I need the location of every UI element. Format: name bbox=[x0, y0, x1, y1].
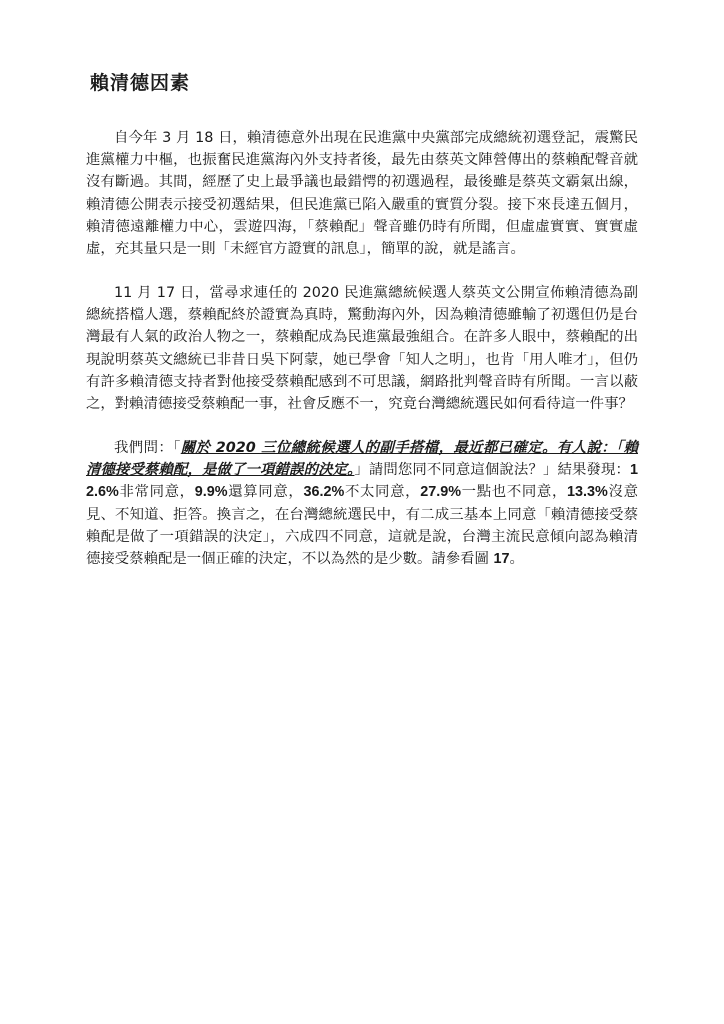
paragraph-3 bbox=[86, 437, 638, 570]
paragraph-1: 自今年 3 月 18 日，賴清德意外出現在民進黨中央黨部完成總統初選登記，震驚民進黨權力中樞，也振奮民進黨海內外支持者後，最先由蔡英文陣營傳出的蔡賴配聲音就沒有斷過。其間，經歷了史上最爭議也最錯愕的初選過程，最後雖是蔡英文霸氣出線，賴清德公開表示接受初選結果，但民進黨已陷入嚴重的實質分裂。接下來長達五個月，賴清德遠離權力中心，雲遊四海，「蔡賴配」聲音雖仍時有所聞，但虛虛實實、實實虛虛，充其量只是一則「未經官方證實的訊息」，簡單的說，就是謠言。 bbox=[86, 130, 638, 258]
paragraph-3-mid: 」請問您同不同意這個說法？」結果發現： bbox=[354, 462, 630, 479]
result-strongly-agree: 12.6% bbox=[86, 462, 638, 501]
result-somewhat-agree: 9.9% bbox=[194, 484, 228, 501]
paragraph-3-lead: 我們問：「 bbox=[114, 440, 181, 456]
page-title: 賴清德因素 bbox=[90, 72, 191, 94]
label-strongly-disagree: 一點也不同意， bbox=[461, 484, 568, 501]
survey-question: 關於 2020 三位總統候選人的副手搭檔，最近都已確定。有人說：「賴清德接受蔡賴配，是做了一項錯誤的決定。 bbox=[86, 440, 638, 479]
label-somewhat-agree: 還算同意， bbox=[227, 484, 304, 501]
label-somewhat-disagree: 不太同意， bbox=[344, 484, 421, 501]
paragraph-3-end: 。 bbox=[509, 551, 524, 568]
paragraph-2: 11 月 17 日，當尋求連任的 2020 民進黨總統候選人蔡英文公開宣佈賴清德為副總統搭檔人選，蔡賴配終於證實為真時，驚動海內外，因為賴清德雖輸了初選但仍是台灣最有人氣的政治人物之一，蔡賴配成為民進黨最強組合。在許多人眼中，蔡賴配的出現說明蔡英文總統已非昔日吳下阿蒙，她已學會「知人之明」，也肯「用人唯才」，但仍有許多賴清德支持者對他接受蔡賴配感到不可思議，網路批判聲音時有所聞。一言以蔽之，對賴清德接受蔡賴配一事，社會反應不一，究竟台灣總統選民如何看待這一件事？ bbox=[86, 285, 638, 413]
label-strongly-agree: 非常同意， bbox=[118, 484, 195, 501]
figure-reference: 17 bbox=[493, 551, 510, 568]
result-strongly-disagree: 27.9% bbox=[420, 484, 462, 501]
label-no-opinion-and-conclusion: 沒意見、不知道、拒答。換言之，在台灣總統選民中，有二成三基本上同意「賴清德接受蔡賴配是做了一項錯誤的決定」，六成四不同意，這就是說，台灣主流民意傾向認為賴清德接受蔡賴配是一個正確的決定，不以為然的是少數。請參看圖 bbox=[86, 484, 638, 568]
result-no-opinion: 13.3% bbox=[567, 484, 608, 501]
result-somewhat-disagree: 36.2% bbox=[303, 484, 345, 501]
